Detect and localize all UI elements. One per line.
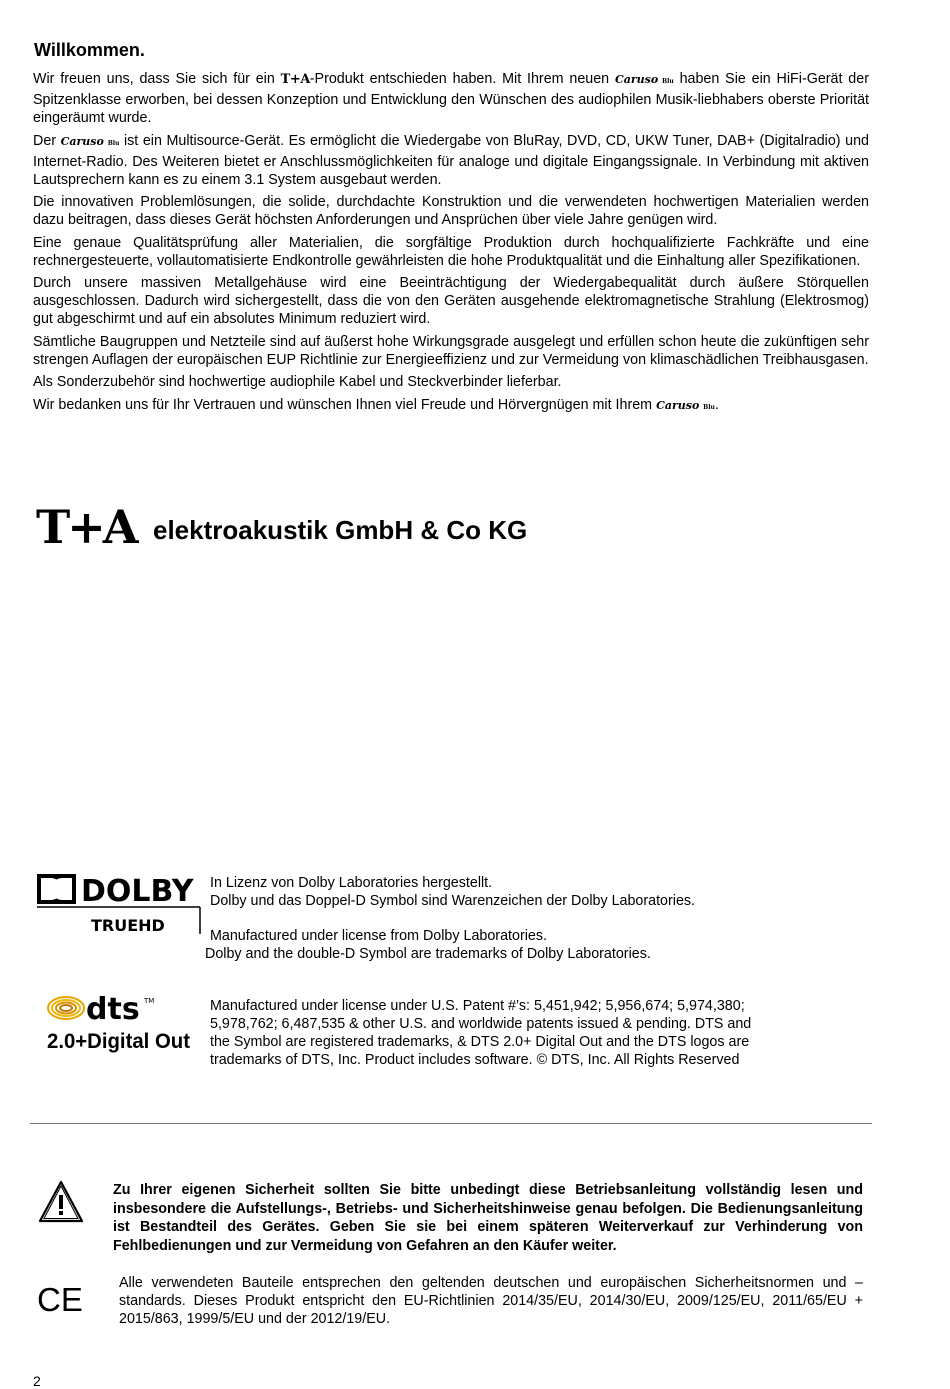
dts-wordmark: dts [86, 993, 140, 1027]
dts-tm: TM [144, 997, 155, 1005]
ce-compliance-text: Alle verwendeten Bauteile entsprechen den geltenden deutschen und europäischen Sicherheitsnormen und –standards. Dieses Produkt entspricht den EU-Richtlinien 2014/35/EU, 2014/30/EU, 2009/125/EU, 2011/65/EU + 2015/863, 1999/5/EU und der 2012/19/EU. [119, 1275, 863, 1327]
paragraph-5: Durch unsere massiven Metallgehäuse wird eine Beeinträchtigung der Wiedergabequalität durch äußere Störquellen ausgeschlossen. Dadurch wird sichergestellt, dass die von den Geräten ausgehende elektromagnetische Strahlung (Elektrosmog) gut abgeschirmt und auf ein absolutes Minimum reduziert wird. [33, 275, 869, 327]
safety-notice: Zu Ihrer eigenen Sicherheit sollten Sie bitte unbedingt diese Betriebsanleitung vollständig lesen und insbesondere die Aufstellungs-, Betriebs- und Sicherheitshinweise genau befolgen. Die Bedienungsanleitung ist Bestandteil des Gerätes. Geben Sie sie bei einem späteren Weiterverkauf zur Verhinderung von Fehlbedienungen und zur Vermeidung von Gefahren an den Käufer weiter. [113, 1182, 863, 1254]
divider [30, 1123, 872, 1124]
paragraph-1 [33, 70, 869, 127]
dts-subtitle: 2.0+Digital Out [47, 1030, 190, 1053]
paragraph-8: Wir bedanken uns für Ihr Vertrauen und wünschen Ihnen viel Freude und Hörvergnügen mit Ihrem Caruso Blu. [33, 396, 869, 417]
paragraph-3: Die innovativen Problemlösungen, die solide, durchdachte Konstruktion und die verwendeten hochwertigen Materialien werden dazu beitragen, dass dieses Gerät höchsten Anforderungen und Ansprüchen über viele Jahre genügen wird. [33, 194, 869, 228]
paragraph-7: Als Sonderzubehör sind hochwertige audiophile Kabel und Steckverbinder lieferbar. [33, 374, 562, 390]
paragraph-6: Sämtliche Baugruppen und Netzteile sind auf äußerst hohe Wirkungsgrade ausgelegt und erfüllen schon heute die zukünftigen sehr strengen Auflagen der europäischen EUP Richtlinie zur Energieeffizienz und zur Vermeidung von klimaschädlichen Treibhausgasen. [33, 333, 869, 368]
p1-text-c: haben Sie ein HiFi-Gerät der Spitzenklasse erworben, bei dessen Konzeption und Entwicklung den Wünschen des audiophilen Musik-liebhabers oberste Priorität eingeräumt wurde. [33, 71, 869, 126]
p8-text: Wir bedanken uns für Ihr Vertrauen und wünschen Ihnen viel Freude und Hörvergnügen mit Ihrem [33, 396, 653, 413]
p2-text-a: Der [33, 132, 57, 149]
dolby-line-1: In Lizenz von Dolby Laboratories hergestellt. [210, 875, 493, 891]
dts-logo [46, 993, 196, 1055]
dolby-truehd-logo [37, 870, 202, 940]
truehd-wordmark: TRUEHD [91, 916, 165, 935]
ce-mark-icon: CE [37, 1281, 83, 1318]
p2-text-b: ist ein Multisource-Gerät. Es ermöglicht die Wiedergabe von BluRay, DVD, CD, UKW Tuner, DAB+ (Digitalradio) und Internet-Radio. Des Weiteren bietet er Anschlussmöglichkeiten für analoge und digitale Eingangssignale. In Verbindung mit aktiven Lautsprechern kann es zu einem 3.1 System ausgebaut werden. [33, 132, 869, 188]
dolby-line-4: Dolby and the double-D Symbol are trademarks of Dolby Laboratories. [205, 946, 651, 962]
page-number: 2 [33, 1373, 41, 1389]
page-heading: Willkommen. [34, 40, 145, 60]
p1-text-b: -Produkt entschieden haben. Mit Ihrem neuen [309, 71, 610, 87]
p1-text-a: Wir freuen uns, dass Sie sich für ein [33, 71, 275, 87]
ta-logo: T+A [36, 500, 136, 554]
dts-line-1: Manufactured under license under U.S. Patent #’s: 5,451,942; 5,956,674; 5,974,380; [210, 998, 745, 1014]
caruso-logo: Caruso Blu [656, 398, 715, 412]
paragraph-2 [33, 132, 869, 189]
dts-line-4: trademarks of DTS, Inc. Product includes software. © DTS, Inc. All Rights Reserved [210, 1052, 740, 1068]
welcome-text [33, 70, 869, 421]
warning-icon [38, 1180, 84, 1229]
caruso-logo: Caruso Blu [614, 73, 674, 86]
dts-line-2: 5,978,762; 6,487,535 & other U.S. and worldwide patents issued & pending. DTS and [210, 1016, 752, 1032]
dts-line-3: the Symbol are registered trademarks, & DTS 2.0+ Digital Out and the DTS logos are [210, 1034, 750, 1050]
dolby-line-2: Dolby und das Doppel-D Symbol sind Warenzeichen der Dolby Laboratories. [210, 893, 696, 909]
ta-brand-inline: T+A [280, 72, 310, 87]
company-name: elektroakustik GmbH & Co KG [153, 515, 528, 545]
paragraph-4: Eine genaue Qualitätsprüfung aller Materialien, die sorgfältige Produktion durch hochqualifizierte Fachkräfte und eine rechnergesteuerte, vollautomatisierte Endkontrolle gewährleisten die hohe Produktqualität und die Einhaltung aller Spezifikationen. [33, 234, 869, 269]
dolby-line-3: Manufactured under license from Dolby Laboratories. [210, 928, 547, 944]
dolby-wordmark: DOLBY [81, 874, 194, 909]
caruso-logo: Caruso Blu [60, 134, 120, 148]
dts-license-text [210, 997, 830, 1069]
